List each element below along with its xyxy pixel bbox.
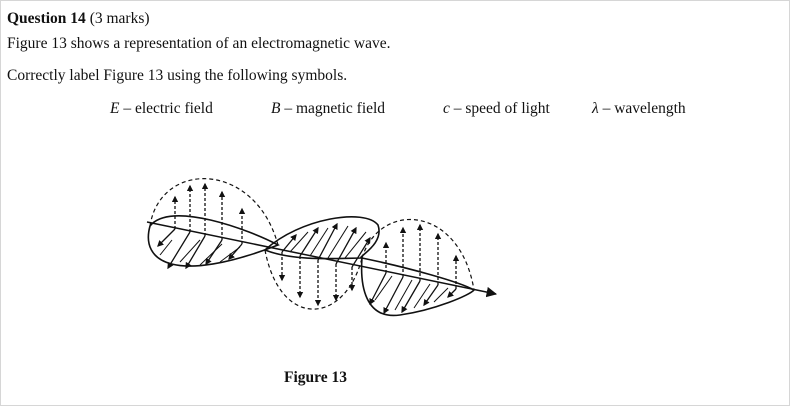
magnetic-field-lobe-1 — [148, 216, 278, 266]
propagation-axis — [147, 222, 496, 294]
magnetic-field-arrows-1 — [158, 229, 242, 268]
symbol-wavelength — [592, 100, 686, 118]
intro-text: Figure 13 shows a representation of an electromagnetic wave. — [7, 35, 391, 52]
figure-caption: Figure 13 — [284, 369, 347, 386]
question-label: Question 14 — [7, 10, 86, 27]
symbol-meaning: – magnetic field — [284, 100, 386, 117]
instruction-text: Correctly label Figure 13 using the following symbols. — [7, 67, 348, 84]
question-marks: (3 marks) — [89, 10, 150, 27]
symbol-magnetic-field — [271, 100, 385, 118]
symbol-meaning: – electric field — [123, 100, 213, 117]
symbol-electric-field — [110, 100, 213, 118]
symbol-letter: c — [443, 100, 450, 117]
symbol-letter: B — [271, 100, 281, 117]
symbol-meaning: – speed of light — [453, 100, 550, 117]
symbol-meaning: – wavelength — [602, 100, 686, 117]
symbol-letter: E — [110, 100, 120, 117]
question-heading — [7, 10, 150, 28]
em-wave-diagram — [130, 170, 510, 330]
symbol-speed-of-light — [443, 100, 550, 118]
symbol-letter: λ — [592, 100, 599, 117]
